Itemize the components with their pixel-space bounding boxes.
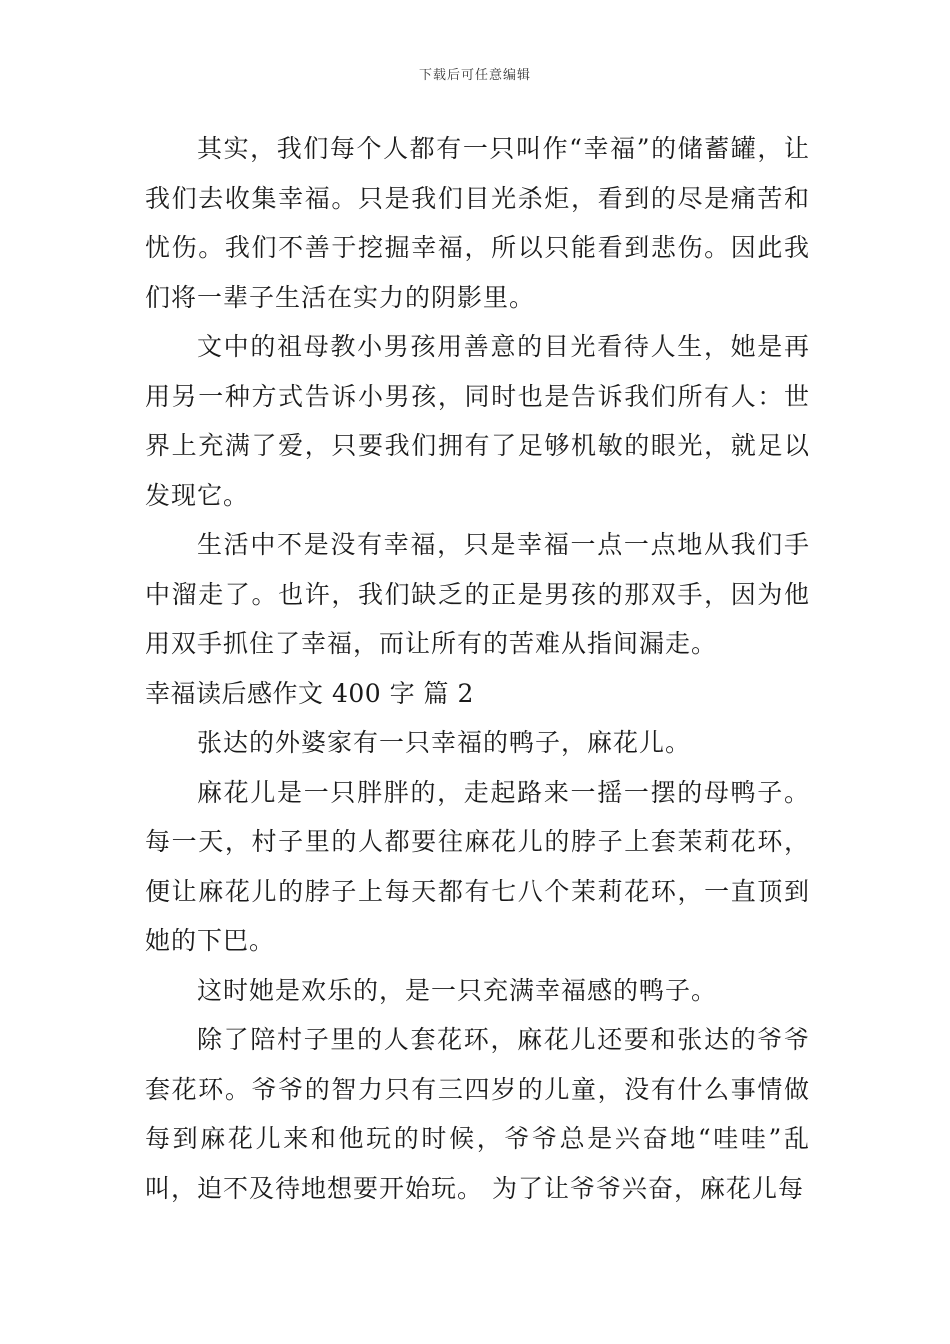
paragraph: 这时她是欢乐的，是一只充满幸福感的鸭子。 [197,975,718,1005]
paragraph: 张达的外婆家有一只幸福的鸭子，麻花儿。 [197,728,692,757]
paragraph: 生活中不是没有幸福，只是幸福一点一点地从我们手中溜走了。也许，我们缺乏的正是男孩的那双手，因为他用双手抓住了幸福，而让所有的苦难从指间漏走。 [145,530,810,658]
paragraph: 麻花儿是一只胖胖的，走起路来一摇一摆的母鸭子。每一天，村子里的人都要往麻花儿的脖子上套茉莉花环，便让麻花儿的脖子上每天都有七八个茉莉花环，一直顶到她的下巴。 [145,777,810,955]
paragraph: 除了陪村子里的人套花环，麻花儿还要和张达的爷爷套花环。爷爷的智力只有三四岁的儿童，没有什么事情做每到麻花儿来和他玩的时候，爷爷总是兴奋地“哇哇”乱叫，迫不及待地想要开始玩。 为了让爷爷兴奋，麻花儿每 [145,1025,810,1203]
page-header: 下载后可任意编辑 [418,68,531,83]
paragraph: 文中的祖母教小男孩用善意的目光看待人生，她是再用另一种方式告诉小男孩，同时也是告诉我们所有人：世界上充满了爱，只要我们拥有了足够机敏的眼光，就足以发现它。 [145,332,810,510]
document-body [145,124,810,1213]
paragraph: 其实，我们每个人都有一只叫作“幸福”的储蓄罐，让我们去收集幸福。只是我们目光杀炬，看到的尽是痛苦和忧伤。我们不善于挖掘幸福，所以只能看到悲伤。因此我们将一辈子生活在实力的阴影里。 [145,134,810,312]
section-title: 幸福读后感作文 400 字 篇 2 [145,678,474,708]
